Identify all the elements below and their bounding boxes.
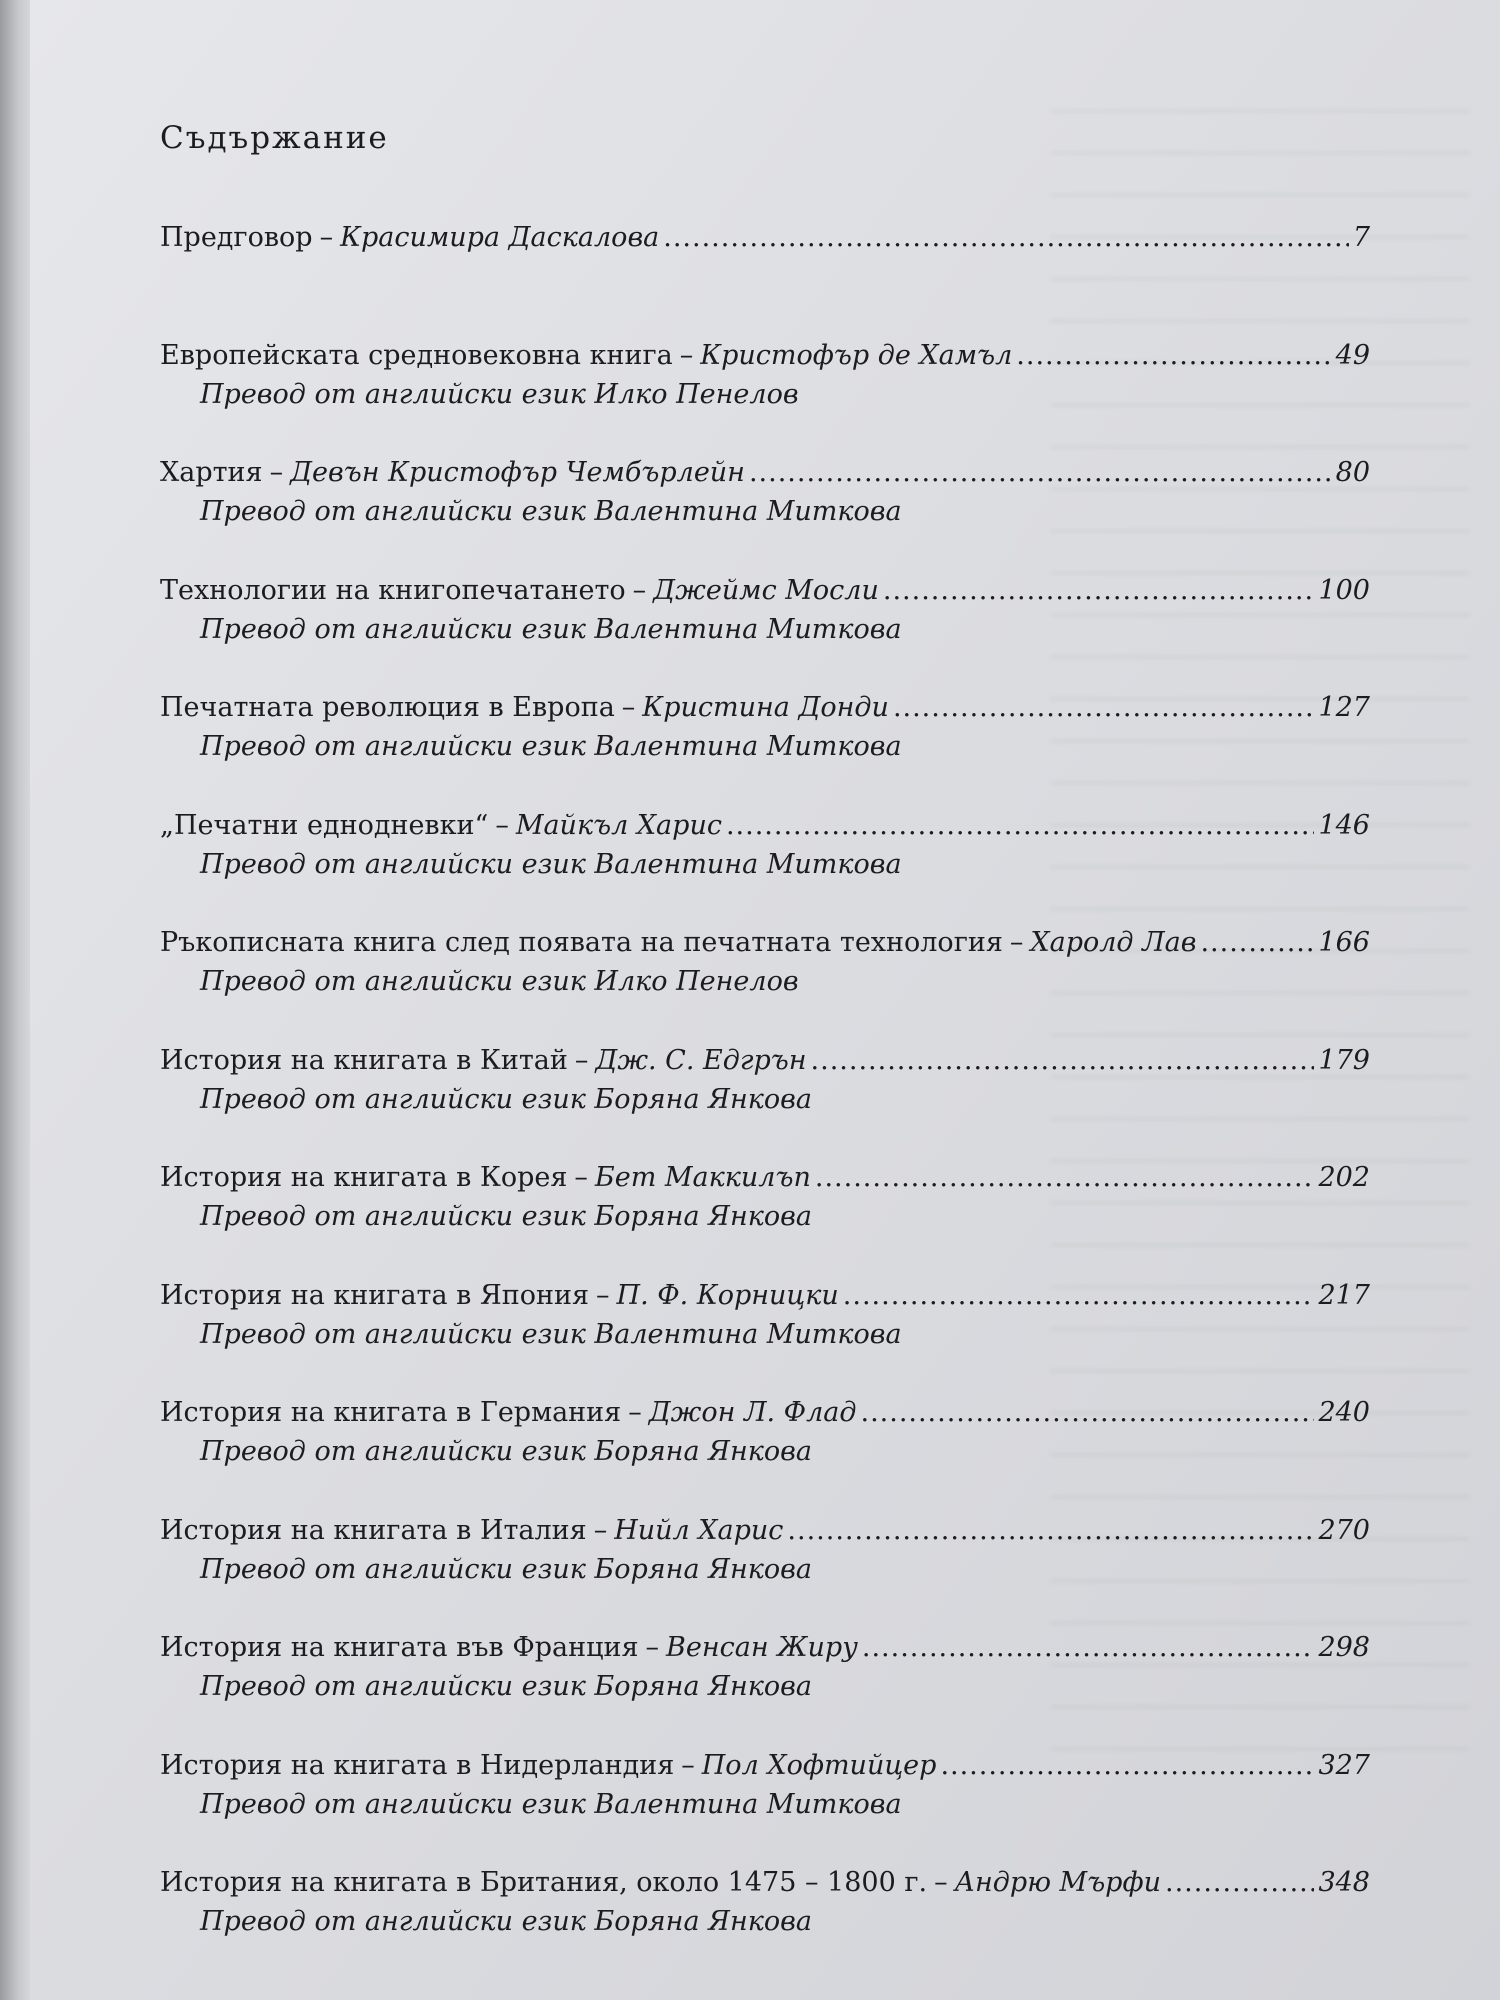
dot-leader bbox=[1016, 336, 1331, 376]
translator-credit: Превод от английски език Валентина Миткова bbox=[200, 613, 902, 645]
title-dash: – bbox=[574, 1044, 589, 1076]
chapter-author: Нийл Харис bbox=[614, 1514, 784, 1546]
page-number: 348 bbox=[1318, 1867, 1370, 1898]
entry-line bbox=[160, 1863, 1370, 1903]
chapter-title: Предговор bbox=[160, 222, 313, 253]
entry-line bbox=[160, 806, 1370, 846]
dot-leader bbox=[860, 1393, 1314, 1433]
title-dash: – bbox=[319, 222, 334, 253]
entry-line bbox=[160, 1041, 1370, 1081]
chapter-title: История на книгата във Франция bbox=[160, 1632, 639, 1663]
chapter-title: Ръкописната книга след появата на печатната технология bbox=[160, 927, 1003, 958]
translator-credit: Превод от английски език Боряна Янкова bbox=[200, 1671, 812, 1702]
toc-entry bbox=[160, 1276, 1370, 1394]
chapter-author: Майкъл Харис bbox=[515, 809, 722, 841]
title-dash: – bbox=[679, 339, 694, 371]
chapter-author: Джеймс Мосли bbox=[653, 574, 879, 606]
chapter-author: Кристофър де Хамъл bbox=[700, 339, 1013, 371]
chapter-title: „Печатни еднодневки“ bbox=[160, 809, 489, 841]
translator-credit: Превод от английски език Валентина Миткова bbox=[200, 496, 902, 527]
page-number: 49 bbox=[1335, 339, 1370, 371]
page-number: 270 bbox=[1318, 1514, 1370, 1546]
page-number: 166 bbox=[1318, 927, 1370, 958]
chapter-author: Дж. С. Едгрън bbox=[595, 1044, 807, 1076]
entry-line bbox=[160, 1393, 1370, 1433]
title-dash: – bbox=[621, 692, 636, 723]
toc-entry bbox=[160, 1158, 1370, 1276]
dot-leader bbox=[1200, 923, 1314, 963]
dot-leader bbox=[811, 1041, 1315, 1081]
entry-line bbox=[160, 453, 1370, 493]
translator-credit: Превод от английски език Боряна Янкова bbox=[200, 1553, 812, 1585]
translator-credit: Превод от английски език Валентина Миткова bbox=[200, 1318, 902, 1350]
page-number: 202 bbox=[1318, 1162, 1370, 1193]
translator-credit: Превод от английски език Валентина Миткова bbox=[200, 1788, 902, 1820]
dot-leader bbox=[862, 1628, 1315, 1668]
toc-entry bbox=[160, 218, 1370, 336]
chapter-author: Бет Маккилъп bbox=[594, 1162, 811, 1193]
title-dash: – bbox=[596, 1279, 610, 1311]
title-dash: – bbox=[495, 809, 509, 841]
page-number: 240 bbox=[1318, 1397, 1370, 1428]
entry-line bbox=[160, 1276, 1370, 1316]
dot-leader bbox=[940, 1746, 1314, 1786]
chapter-author: Джон Л. Флад bbox=[648, 1397, 857, 1428]
toc-entry bbox=[160, 571, 1370, 689]
chapter-title: Технологии на книгопечатането bbox=[160, 574, 626, 606]
title-dash: – bbox=[628, 1397, 642, 1428]
page-number: 327 bbox=[1318, 1749, 1370, 1781]
page-number: 217 bbox=[1318, 1279, 1370, 1311]
chapter-author: Красимира Даскалова bbox=[340, 222, 660, 253]
entry-line bbox=[160, 571, 1370, 611]
chapter-author: Пол Хофтийцер bbox=[701, 1749, 937, 1781]
translator-credit: Превод от английски език Илко Пенелов bbox=[200, 378, 799, 410]
dot-leader bbox=[787, 1511, 1314, 1551]
chapter-title: История на книгата в Япония bbox=[160, 1279, 590, 1311]
entry-line bbox=[160, 336, 1370, 376]
title-dash: – bbox=[645, 1632, 659, 1663]
chapter-title: Печатната революция в Европа bbox=[160, 692, 615, 723]
toc-entry bbox=[160, 336, 1370, 454]
toc-entry bbox=[160, 688, 1370, 806]
title-dash: – bbox=[934, 1867, 948, 1898]
page-number: 7 bbox=[1352, 222, 1370, 253]
title-dash: – bbox=[269, 457, 284, 488]
title-dash: – bbox=[632, 574, 647, 606]
chapter-title: История на книгата в Германия bbox=[160, 1397, 622, 1428]
translator-credit: Превод от английски език Боряна Янкова bbox=[200, 1906, 812, 1937]
chapter-title: История на книгата в Британия, около 1475 – 1800 г. bbox=[160, 1867, 928, 1898]
book-spine-shadow bbox=[0, 0, 30, 2000]
entry-line bbox=[160, 218, 1370, 258]
title-dash: – bbox=[574, 1162, 588, 1193]
chapter-author: Девън Кристофър Чембърлейн bbox=[290, 457, 745, 488]
dot-leader bbox=[1165, 1863, 1314, 1903]
page-number: 80 bbox=[1335, 457, 1370, 488]
title-dash: – bbox=[593, 1514, 608, 1546]
page-number: 100 bbox=[1318, 574, 1370, 606]
translator-credit: Превод от английски език Валентина Миткова bbox=[200, 731, 902, 762]
toc-entry bbox=[160, 1041, 1370, 1159]
dot-leader bbox=[749, 453, 1332, 493]
toc-entry bbox=[160, 1393, 1370, 1511]
translator-credit: Превод от английски език Боряна Янкова bbox=[200, 1436, 812, 1467]
toc-entry bbox=[160, 453, 1370, 571]
toc-entry bbox=[160, 806, 1370, 924]
chapter-author: Венсан Жиру bbox=[666, 1632, 858, 1663]
entry-line bbox=[160, 688, 1370, 728]
page-number: 179 bbox=[1318, 1044, 1370, 1076]
entry-line bbox=[160, 1746, 1370, 1786]
title-dash: – bbox=[681, 1749, 695, 1781]
dot-leader bbox=[815, 1158, 1315, 1198]
toc-entry bbox=[160, 1863, 1370, 1981]
chapter-title: История на книгата в Китай bbox=[160, 1044, 568, 1076]
dot-leader bbox=[663, 218, 1349, 258]
dot-leader bbox=[843, 1276, 1315, 1316]
table-of-contents bbox=[160, 218, 1370, 1981]
chapter-author: Харолд Лав bbox=[1030, 927, 1197, 958]
dot-leader bbox=[726, 806, 1315, 846]
chapter-title: История на книгата в Корея bbox=[160, 1162, 568, 1193]
chapter-title: Хартия bbox=[160, 457, 263, 488]
dot-leader bbox=[893, 688, 1315, 728]
entry-line bbox=[160, 1628, 1370, 1668]
chapter-title: История на книгата в Нидерландия bbox=[160, 1749, 675, 1781]
translator-credit: Превод от английски език Боряна Янкова bbox=[200, 1201, 812, 1232]
entry-line bbox=[160, 1511, 1370, 1551]
chapter-title: История на книгата в Италия bbox=[160, 1514, 587, 1546]
book-page bbox=[30, 0, 1500, 2000]
entry-line bbox=[160, 1158, 1370, 1198]
title-dash: – bbox=[1009, 927, 1024, 958]
dot-leader bbox=[883, 571, 1315, 611]
translator-credit: Превод от английски език Илко Пенелов bbox=[200, 966, 799, 997]
chapter-author: П. Ф. Корницки bbox=[616, 1279, 839, 1311]
toc-entry bbox=[160, 1628, 1370, 1746]
translator-credit: Превод от английски език Боряна Янкова bbox=[200, 1083, 812, 1115]
translator-credit: Превод от английски език Валентина Миткова bbox=[200, 848, 902, 880]
page-number: 127 bbox=[1318, 692, 1370, 723]
toc-entry bbox=[160, 923, 1370, 1041]
entry-line bbox=[160, 923, 1370, 963]
toc-entry bbox=[160, 1511, 1370, 1629]
toc-entry bbox=[160, 1746, 1370, 1864]
page-heading: Съдържание bbox=[160, 120, 389, 156]
page-number: 298 bbox=[1318, 1632, 1370, 1663]
page-number: 146 bbox=[1318, 809, 1370, 841]
chapter-author: Кристина Донди bbox=[642, 692, 889, 723]
chapter-title: Европейската средновековна книга bbox=[160, 339, 673, 371]
chapter-author: Андрю Мърфи bbox=[954, 1867, 1161, 1898]
